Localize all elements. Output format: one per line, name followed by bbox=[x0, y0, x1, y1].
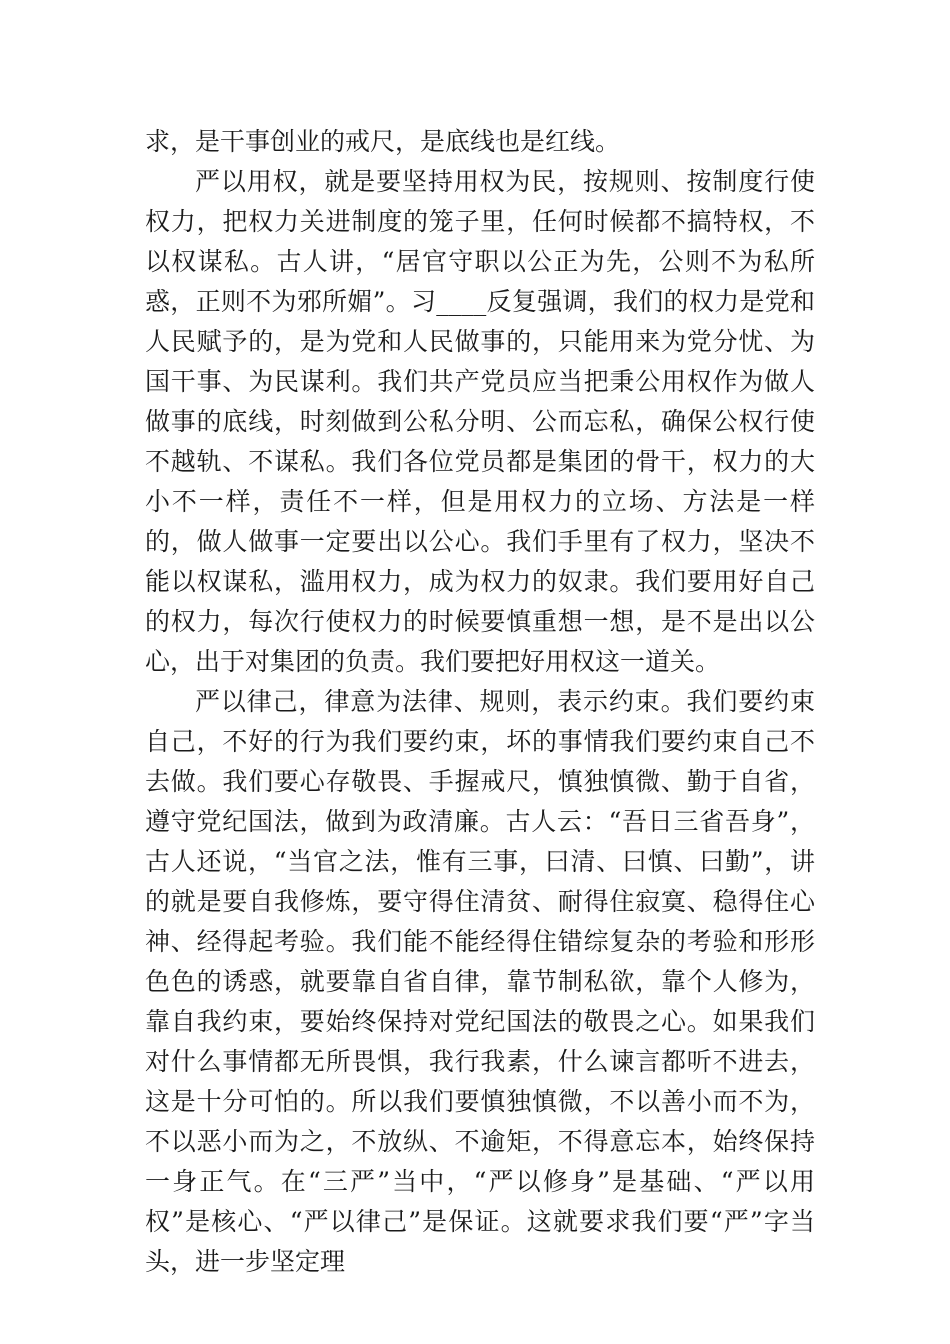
paragraph-yan-yi-yong-quan: 严以用权，就是要坚持用权为民，按规则、按制度行使权力，把权力关进制度的笼子里，任何时候都不搞特权，不以权谋私。古人讲，“居官守职以公正为先，公则不为私所惑，正则不为邪所媚”。习____反复强调，我们的权力是党和人民赋予的，是为党和人民做事的，只能用来为党分忧、为国干事、为民谋利。我们共产党员应当把秉公用权作为做人做事的底线，时刻做到公私分明、公而忘私，确保公权行使不越轨、不谋私。我们各位党员都是集团的骨干，权力的大小不一样，责任不一样，但是用权力的立场、方法是一样的，做人做事一定要出以公心。我们手里有了权力，坚决不能以权谋私，滥用权力，成为权力的奴隶。我们要用好自己的权力，每次行使权力的时候要慎重想一想，是不是出以公心，出于对集团的负责。我们要把好用权这一道关。 bbox=[145, 167, 815, 676]
paragraph-yan-yi-lv-ji: 严以律己，律意为法律、规则，表示约束。我们要约束自己，不好的行为我们要约束，坏的事情我们要约束自己不去做。我们要心存敬畏、手握戒尺，慎独慎微、勤于自省，遵守党纪国法，做到为政清廉。古人云：“吾日三省吾身”，古人还说，“当官之法，惟有三事，曰清、曰慎、曰勤”，讲的就是要自我修炼，要守得住清贫、耐得住寂寞、稳得住心神、经得起考验。我们能不能经得住错综复杂的考验和形形色色的诱惑，就要靠自省自律，靠节制私欲，靠个人修为，靠自我约束，要始终保持对党纪国法的敬畏之心。如果我们对什么事情都无所畏惧，我行我素，什么谏言都听不进去，这是十分可怕的。所以我们要慎独慎微，不以善小而不为，不以恶小而为之，不放纵、不逾矩，不得意忘本，始终保持一身正气。在“三严”当中，“严以修身”是基础、“严以用权”是核心、“严以律己”是保证。这就要求我们要“严”字当头，进一步坚定理 bbox=[145, 687, 815, 1276]
document-body bbox=[145, 122, 815, 1282]
paragraph-continuation: 求，是干事创业的戒尺，是底线也是红线。 bbox=[145, 127, 621, 156]
